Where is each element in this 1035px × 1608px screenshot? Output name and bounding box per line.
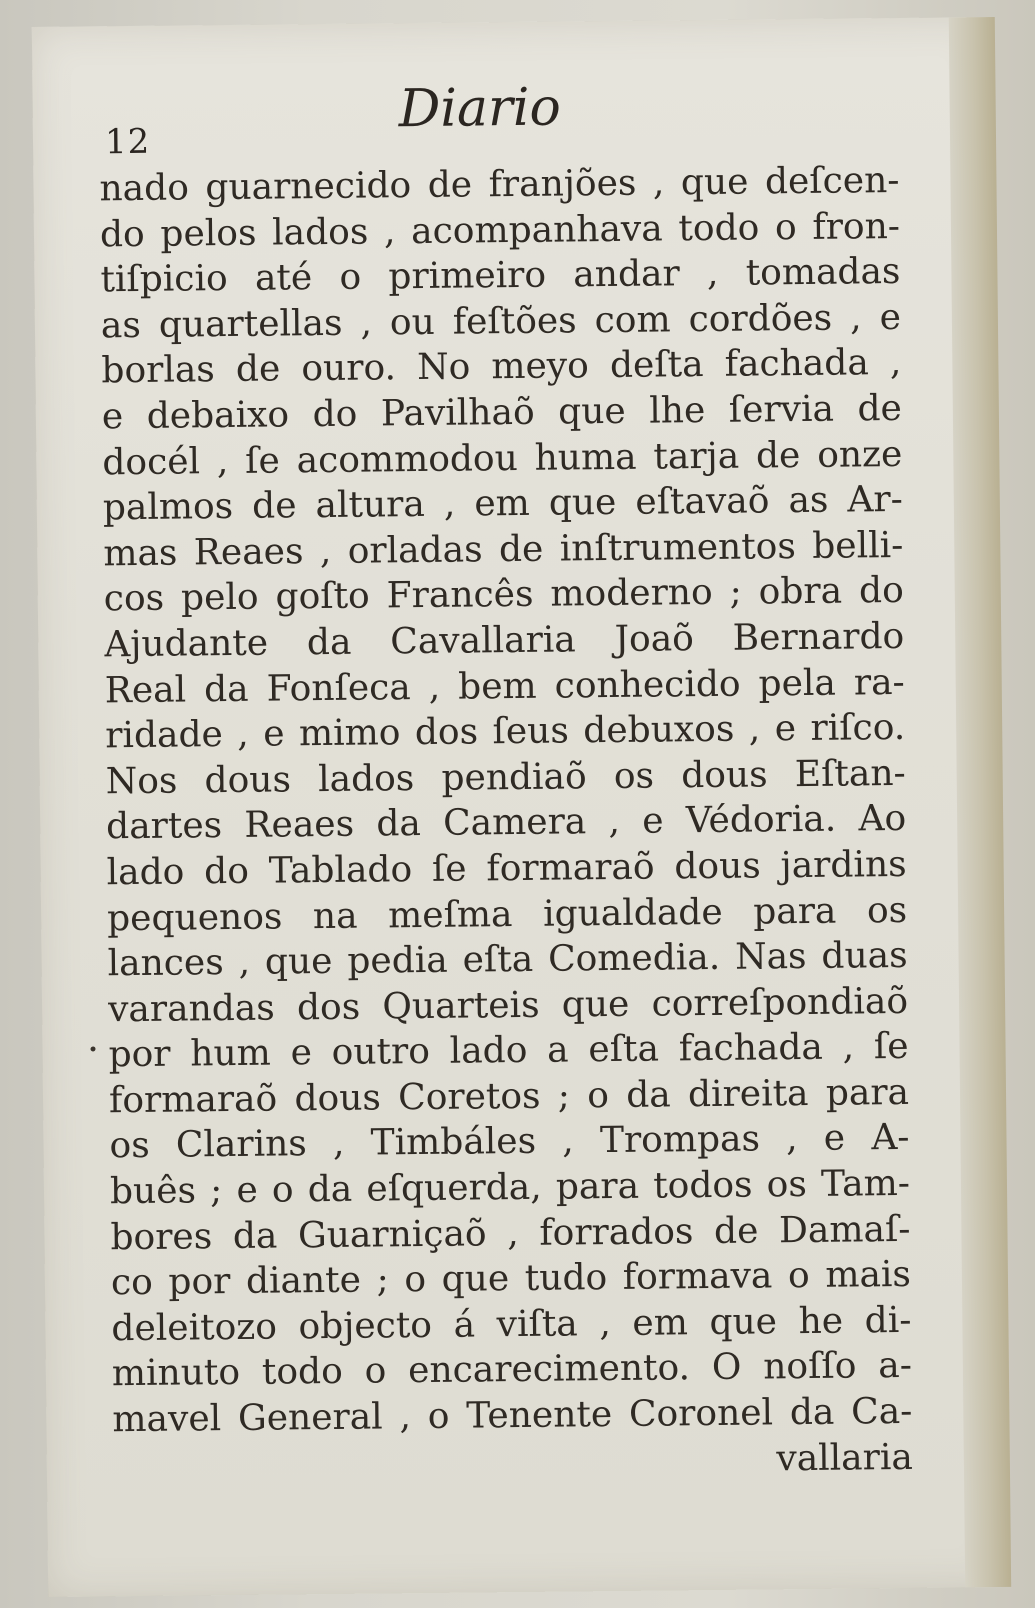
- text-line: mas Reaes , orladas de inſtrumentos belli-: [103, 524, 904, 575]
- text-line: do pelos lados , acompanhava todo o fron-: [99, 205, 901, 255]
- text-line: borlas de ouro. No meyo deſta fachada ,: [101, 342, 902, 392]
- text-block: [98, 68, 913, 1489]
- text-line: lances , que pedia eſta Comedia. Nas duas: [107, 935, 908, 985]
- text-line: formaraõ dous Coretos ; o da direita para: [108, 1071, 910, 1122]
- text-line: Real da Fonſeca , bem conhecido pela ra-: [104, 661, 905, 711]
- text-line: os Clarins , Timbáles , Trompas , e A-: [109, 1117, 910, 1167]
- text-line: minuto todo o encarecimento. O noſſo a-: [111, 1345, 913, 1395]
- text-line: buês ; e o da eſquerda, para todos os Tam-: [109, 1162, 911, 1213]
- text-line: co por diante ; o que tudo formava o mais: [110, 1254, 912, 1304]
- body-text: [99, 158, 913, 1489]
- text-line: e debaixo do Pavilhaõ que lhe ſervia de: [101, 387, 903, 438]
- text-line: Ajudante da Cavallaria Joaõ Bernardo: [104, 615, 905, 666]
- book-page: [32, 17, 1003, 1597]
- running-head: Diario: [398, 77, 562, 140]
- text-line: cos pelo goſto Francês moderno ; obra do: [103, 570, 904, 620]
- text-line: mavel General , o Tenente Coronel da Ca-: [112, 1390, 913, 1441]
- text-line: deleitozo objecto á viſta , em que he di-: [111, 1299, 912, 1350]
- text-line: tiſpicio até o primeiro andar , tomadas: [100, 251, 901, 301]
- text-line: lado do Tablado ſe formaraõ dous jardins: [106, 843, 907, 894]
- text-line: docél , ſe acommodou huma tarja de onze: [102, 433, 903, 483]
- page-header: [98, 68, 899, 164]
- text-line: dartes Reaes da Camera , e Védoria. Ao: [105, 798, 907, 848]
- text-line: nado guarnecido de franjões , que deſcen-: [99, 159, 900, 210]
- text-line: palmos de altura , em que eſtavaõ as Ar-: [102, 479, 904, 529]
- text-line: por hum e outro lado a eſta fachada , ſe: [108, 1026, 909, 1076]
- text-line: bores da Guarniçaõ , forrados de Damaſ-: [110, 1208, 911, 1258]
- text-line: ridade , e mimo dos ſeus debuxos , e riſco.: [105, 707, 906, 757]
- text-line: Nos dous lados pendiaõ os dous Eſtan-: [105, 752, 906, 803]
- catchword: vallaria: [776, 1436, 914, 1479]
- ink-speck: [90, 1046, 95, 1051]
- page-number: 12: [104, 121, 151, 163]
- text-line: as quartellas , ou feſtões com cordões , e: [100, 296, 902, 347]
- text-line: pequenos na meſma igualdade para os: [106, 889, 908, 939]
- text-line: varandas dos Quarteis que correſpondiaõ: [107, 980, 909, 1030]
